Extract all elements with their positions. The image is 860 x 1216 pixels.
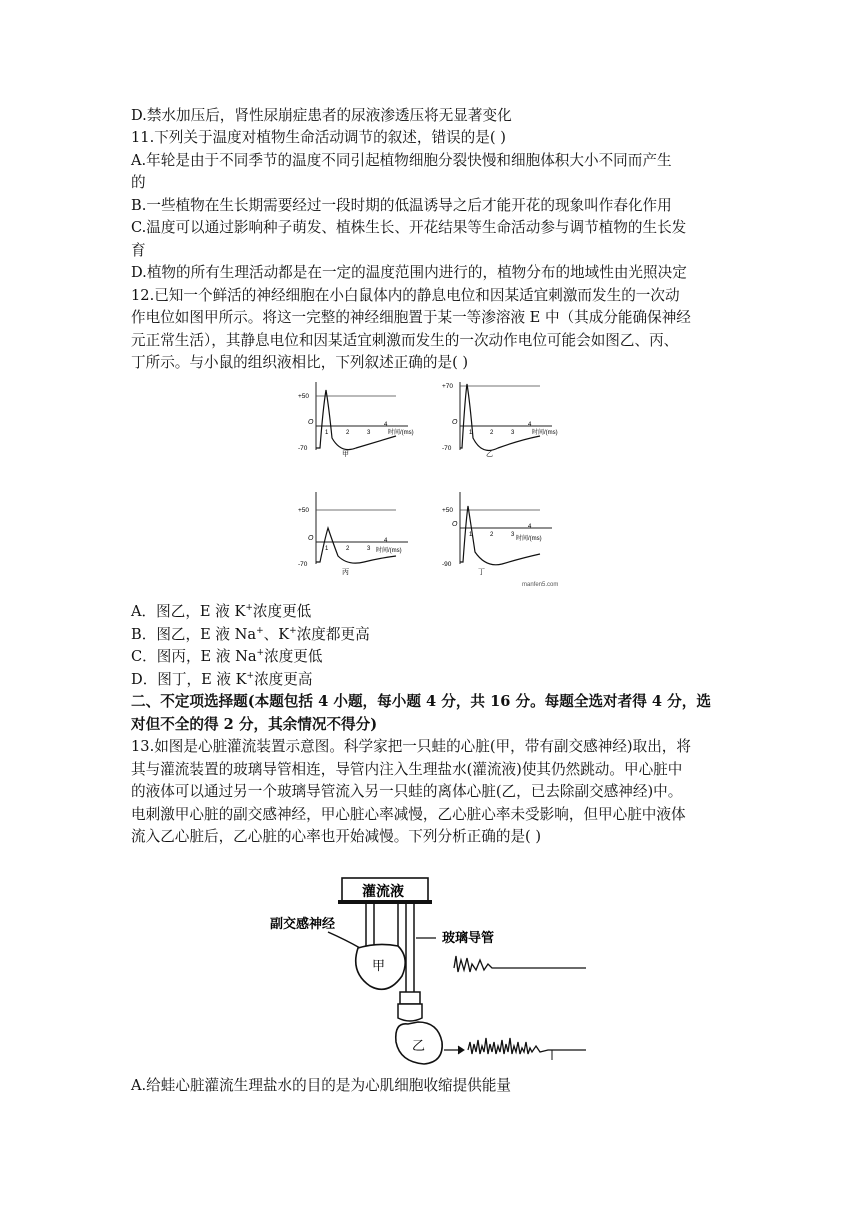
bing-tick-4: 4 [384, 538, 388, 544]
ding-xlabel: 时间/(ms) [516, 536, 542, 542]
panel-jia-graph [298, 382, 414, 458]
yi-tick-2: 2 [490, 430, 494, 436]
q11-option-d: D.植物的所有生理活动都是在一定的温度范围内进行的，植物分布的地域性由光照决定 [131, 264, 687, 281]
jia-tick-1: 1 [325, 430, 329, 436]
bing-xlabel: 时间/(ms) [376, 548, 402, 554]
yi-ybottom: -70 [442, 445, 452, 452]
q12-option-d: D．图丁，E 液 K+浓度更高 [131, 671, 313, 688]
q13-stem-5: 流入乙心脏后，乙心脏的心率也开始减慢。下列分析正确的是( ) [131, 828, 542, 845]
q11-option-b: B.一些植物在生长期需要经过一段时期的低温诱导之后才能开花的现象叫作春化作用 [131, 197, 672, 214]
trace-yi [468, 1038, 586, 1054]
q12-option-c: C．图丙，E 液 Na+浓度更低 [131, 648, 323, 665]
bing-tick-2: 2 [346, 546, 350, 552]
q12-stem-3: 元正常生活），其静息电位和因某适宜刺激而发生的一次动作电位可能会如图乙、丙、 [131, 332, 679, 349]
yi-tick-3: 3 [511, 430, 515, 436]
section-2-heading-cont: 对但不全的得 2 分，其余情况不得分) [131, 716, 378, 733]
q12-stem-1: 12.已知一个鲜活的神经细胞在小白鼠体内的静息电位和因某适宜刺激而发生的一次动 [131, 287, 680, 304]
bing-zero: O [308, 535, 314, 542]
jia-zero: O [308, 419, 314, 426]
reservoir-label: 灌流液 [362, 883, 404, 899]
trace-jia [454, 956, 586, 972]
q11-option-a: A.年轮是由于不同季节的温度不同引起植物细胞分裂快慢和细胞体积大小不同而产生 [131, 152, 672, 169]
heart-jia-label: 甲 [372, 958, 386, 973]
q12-option-a: A．图乙，E 液 K+浓度更低 [131, 603, 312, 620]
q13-stem-1: 13.如图是心脏灌流装置示意图。科学家把一只蛙的心脏(甲，带有副交感神经)取出，将 [131, 738, 691, 755]
ding-tick-4: 4 [528, 524, 532, 530]
ding-zero: O [452, 521, 458, 528]
nerve-label: 副交感神经 [270, 916, 336, 931]
q10-option-d: D.禁水加压后，肾性尿崩症患者的尿液渗透压将无显著变化 [131, 107, 512, 124]
jia-label: 甲 [342, 451, 349, 458]
panel-yi-graph [442, 382, 558, 458]
q11-option-c: C.温度可以通过影响种子萌发、植株生长、开花结果等生命活动参与调节植物的生长发 [131, 219, 687, 236]
yi-tick-1: 1 [469, 430, 473, 436]
jia-ybottom: -70 [298, 445, 308, 452]
nerve-line [328, 932, 360, 948]
bing-label: 丙 [342, 569, 349, 576]
q12-stem-4: 丁所示。与小鼠的组织液相比，下列叙述正确的是( ) [131, 354, 469, 371]
q13-stem-3: 的液体可以通过另一个玻璃导管流入另一只蛙的离体心脏(乙，已去除副交感神经)中。 [131, 783, 683, 800]
heart-yi-label: 乙 [412, 1038, 426, 1053]
q13-stem-2: 其与灌流装置的玻璃导管相连，导管内注入生理盐水(灌流液)使其仍然跳动。甲心脏中 [131, 761, 683, 778]
ding-tick-2: 2 [490, 532, 494, 538]
jia-tick-4: 4 [384, 422, 388, 428]
jia-xlabel: 时间/(ms) [388, 430, 414, 436]
ding-tick-1: 1 [469, 532, 473, 538]
section-2-heading: 二、不定项选择题(本题包括 4 小题，每小题 4 分，共 16 分。每题全选对者得 4 分，选 [131, 693, 711, 710]
jia-tick-2: 2 [346, 430, 350, 436]
ding-tick-3: 3 [511, 532, 515, 538]
tube-label: 玻璃导管 [442, 930, 495, 945]
jia-tick-3: 3 [367, 430, 371, 436]
yi-label: 乙 [486, 451, 493, 458]
ding-ybottom: -90 [442, 561, 452, 568]
q13-option-a: A.给蛙心脏灌流生理盐水的目的是为心肌细胞收缩提供能量 [131, 1077, 512, 1094]
q11-stem: 11.下列关于温度对植物生命活动调节的叙述，错误的是( ) [131, 129, 506, 146]
bing-ytop: +50 [298, 507, 310, 514]
q12-figure [296, 378, 576, 590]
q12-stem-2: 作电位如图甲所示。将这一完整的神经细胞置于某一等渗溶液 E 中（其成分能确保神经 [131, 309, 691, 326]
yi-ytop: +70 [442, 383, 454, 390]
yi-xlabel: 时间/(ms) [532, 430, 558, 436]
watermark: manfen5.com [522, 582, 559, 588]
q11-option-c-cont: 育 [131, 242, 146, 259]
ding-label: 丁 [478, 569, 485, 576]
bing-tick-1: 1 [325, 546, 329, 552]
q13-figure [266, 872, 590, 1072]
q11-option-a-cont: 的 [131, 174, 146, 191]
panel-bing-graph [298, 492, 408, 576]
q12-option-b: B．图乙，E 液 Na+、K+浓度都更高 [131, 626, 370, 643]
jia-ytop: +50 [298, 393, 310, 400]
yi-zero: O [452, 419, 458, 426]
bing-tick-3: 3 [367, 546, 371, 552]
bing-ybottom: -70 [298, 561, 308, 568]
q13-stem-4: 电刺激甲心脏的副交感神经，甲心脏心率减慢，乙心脏心率未受影响，但甲心脏中液体 [131, 806, 686, 823]
panel-ding-graph [442, 492, 552, 576]
yi-tick-4: 4 [528, 422, 532, 428]
ding-ytop: +50 [442, 507, 454, 514]
